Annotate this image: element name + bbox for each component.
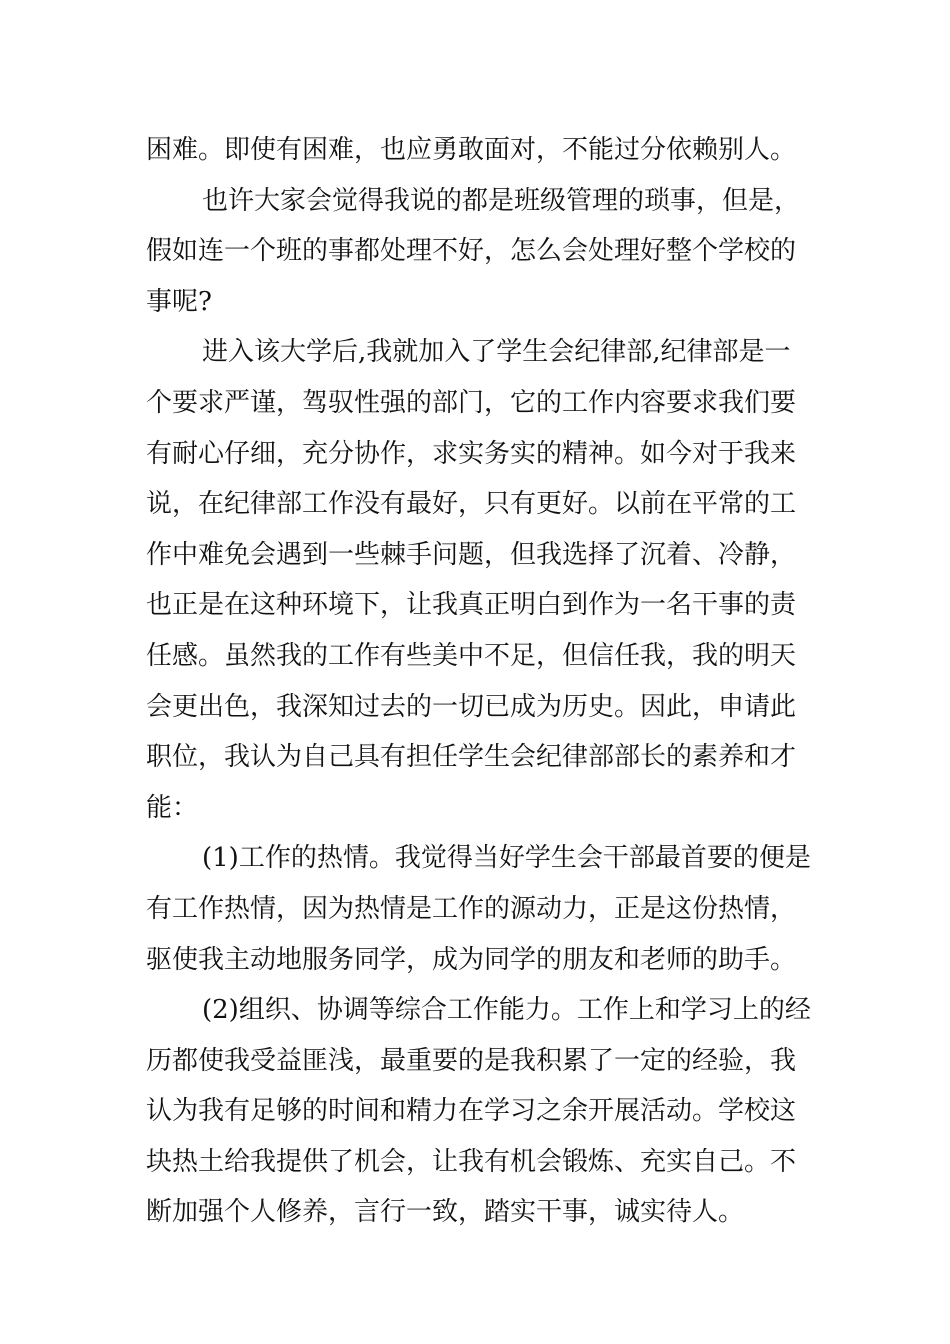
text-line: 历都使我受益匪浅，最重要的是我积累了一定的经验，我 bbox=[146, 1045, 797, 1076]
text-line: 也正是在这种环境下，让我真正明白到作为一名干事的责 bbox=[146, 590, 797, 621]
body-text bbox=[146, 125, 811, 1238]
text-line: 会更出色，我深知过去的一切已成为历史。因此，申请此 bbox=[146, 691, 797, 722]
text-line: 有工作热情，因为热情是工作的源动力，正是这份热情， bbox=[146, 893, 797, 924]
text-line: 认为我有足够的时间和精力在学习之余开展活动。学校这 bbox=[146, 1096, 797, 1127]
text-line: 驱使我主动地服务同学，成为同学的朋友和老师的助手。 bbox=[146, 944, 797, 975]
text-line: 也许大家会觉得我说的都是班级管理的琐事，但是， bbox=[202, 185, 801, 216]
text-line: 断加强个人修养，言行一致，踏实干事，诚实待人。 bbox=[146, 1197, 745, 1228]
text-line: 块热土给我提供了机会，让我有机会锻炼、充实自己。不 bbox=[146, 1146, 797, 1177]
text-line: 假如连一个班的事都处理不好，怎么会处理好整个学校的 bbox=[146, 236, 797, 267]
text-line: (2)组织、协调等综合工作能力。工作上和学习上的经 bbox=[202, 995, 811, 1026]
text-line: 个要求严谨，驾驭性强的部门，它的工作内容要求我们要 bbox=[146, 387, 797, 418]
text-line: 说，在纪律部工作没有最好，只有更好。以前在平常的工 bbox=[146, 489, 797, 520]
text-line: 职位，我认为自己具有担任学生会纪律部部长的素养和才 bbox=[146, 742, 797, 773]
text-line: 能： bbox=[146, 792, 199, 823]
text-line: 任感。虽然我的工作有些美中不足，但信任我，我的明天 bbox=[146, 640, 797, 671]
text-line: (1)工作的热情。我觉得当好学生会干部最首要的便是 bbox=[202, 843, 811, 874]
text-line: 事呢? bbox=[146, 286, 212, 317]
text-line: 困难。即使有困难，也应勇敢面对，不能过分依赖别人。 bbox=[146, 135, 797, 165]
text-line: 作中难免会遇到一些棘手问题，但我选择了沉着、冷静， bbox=[146, 539, 797, 570]
text-line: 有耐心仔细，充分协作，求实务实的精神。如今对于我来 bbox=[146, 438, 797, 469]
text-line: 进入该大学后,我就加入了学生会纪律部,纪律部是一 bbox=[202, 337, 791, 368]
